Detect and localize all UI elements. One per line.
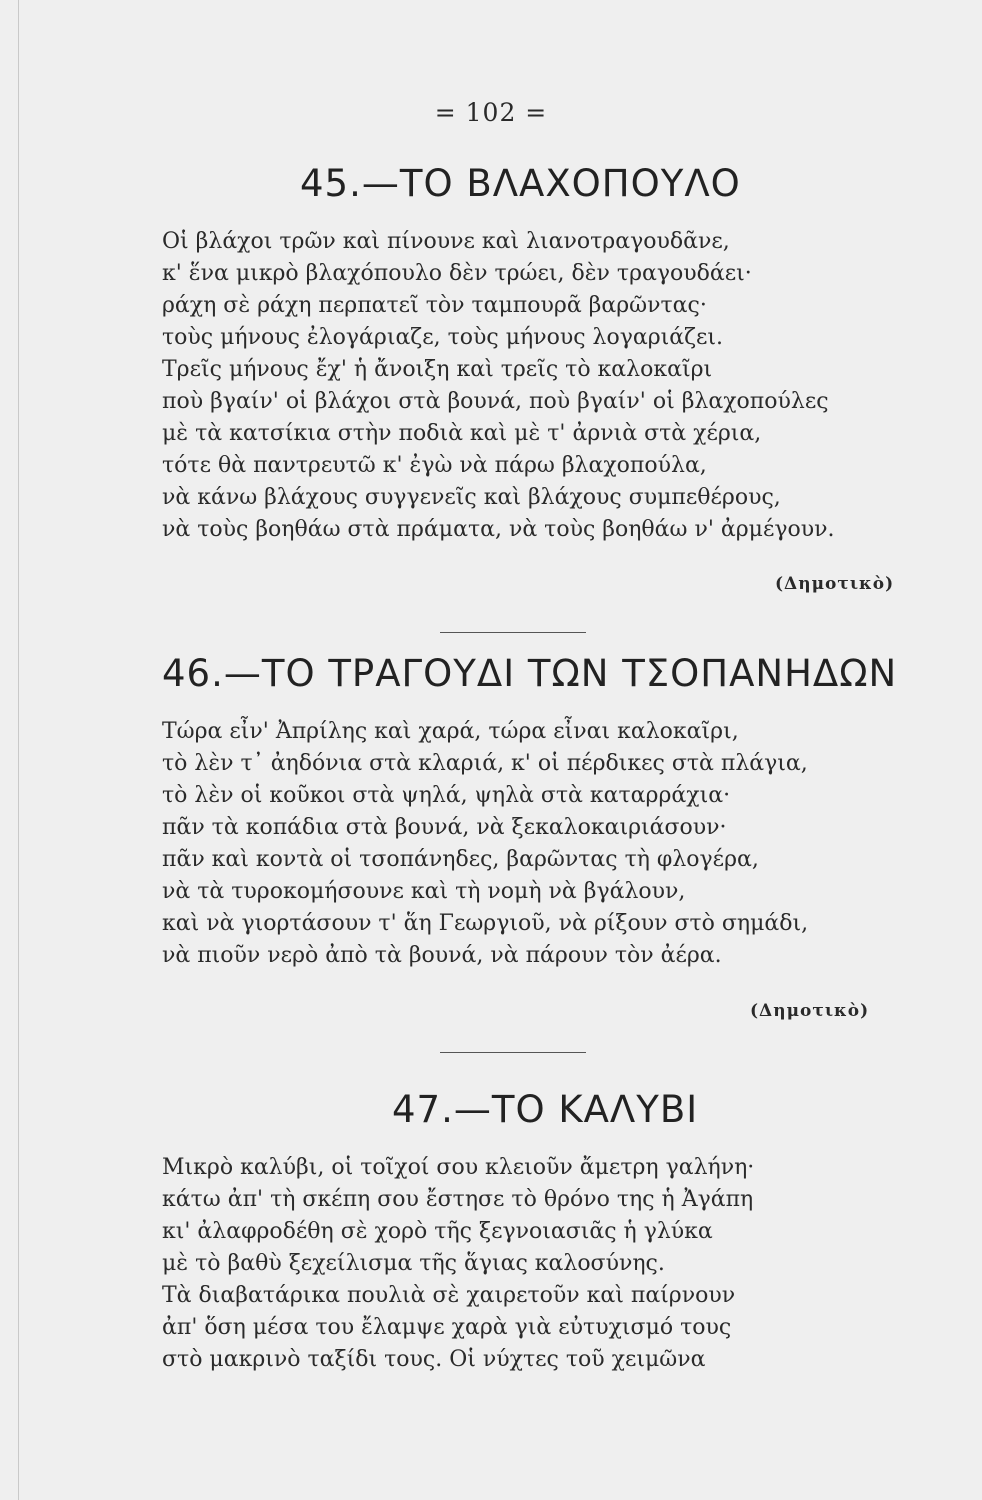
poem-line: πᾶν καὶ κοντὰ οἱ τσοπάνηδες, βαρῶντας τὴ φλογέρα, xyxy=(162,847,759,872)
poem-line: μὲ τὰ κατσίκια στὴν ποδιὰ καὶ μὲ τ' ἀρνιὰ στὰ χέρια, xyxy=(162,421,762,446)
poem-line: κ' ἕνα μικρὸ βλαχόπουλο δὲν τρώει, δὲν τραγουδάει· xyxy=(162,261,752,286)
poem-line: μὲ τὸ βαθὺ ξεχείλισμα τῆς ἅγιας καλοσύνης. xyxy=(162,1251,665,1276)
poem-line: καὶ νὰ γιορτάσουν τ' ἅη Γεωργιοῦ, νὰ ρίξουν στὸ σημάδι, xyxy=(162,911,809,936)
poem-source: (Δημοτικὸ) xyxy=(775,574,895,594)
poem-line: νὰ κάνω βλάχους συγγενεῖς καὶ βλάχους συμπεθέρους, xyxy=(162,485,781,510)
poem-body xyxy=(162,716,808,972)
poem-line: τοὺς μήνους ἐλογάριαζε, τοὺς μήνους λογαριάζει. xyxy=(162,325,724,350)
section-divider xyxy=(440,632,586,633)
poem-line: νὰ τοὺς βοηθάω στὰ πράματα, νὰ τοὺς βοηθάω ν' ἀρμέγουν. xyxy=(162,517,835,542)
poem-line: Τρεῖς μήνους ἔχ' ἡ ἄνοιξη καὶ τρεῖς τὸ καλοκαῖρι xyxy=(162,357,713,382)
poem-body xyxy=(162,226,835,546)
poem-line: τὸ λὲν οἱ κοῦκοι στὰ ψηλά, ψηλὰ στὰ καταρράχια· xyxy=(162,783,731,808)
poem-title: 46.—ΤΟ ΤΡΑΓΟΥΔΙ ΤΩΝ ΤΣΟΠΑΝΗΔΩΝ xyxy=(162,652,898,695)
poem-line: ράχη σὲ ράχη περπατεῖ τὸν ταμπουρᾶ βαρῶντας· xyxy=(162,293,707,318)
poem-line: Τώρα εἶν' Ἀπρίλης καὶ χαρά, τώρα εἶναι καλοκαῖρι, xyxy=(162,719,739,744)
poem-line: Τὰ διαβατάρικα πουλιὰ σὲ χαιρετοῦν καὶ παίρνουν xyxy=(162,1283,736,1308)
section-divider xyxy=(440,1052,586,1053)
page-number: = 102 = xyxy=(434,98,548,127)
poem-line: πᾶν τὰ κοπάδια στὰ βουνά, νὰ ξεκαλοκαιριάσουν· xyxy=(162,815,727,840)
poem-line: νὰ τὰ τυροκομήσουνε καὶ τὴ νομὴ νὰ βγάλουν, xyxy=(162,879,686,904)
poem-line: τὸ λὲν τ᾽ ἀηδόνια στὰ κλαριά, κ' οἱ πέρδικες στὰ πλάγια, xyxy=(162,751,808,776)
poem-body xyxy=(162,1152,754,1376)
poem-line: τότε θὰ παντρευτῶ κ' ἐγὼ νὰ πάρω βλαχοπούλα, xyxy=(162,453,707,478)
poem-line: Οἱ βλάχοι τρῶν καὶ πίνουνε καὶ λιανοτραγουδᾶνε, xyxy=(162,229,730,254)
page-edge-line xyxy=(18,0,19,1500)
poem-line: νὰ πιοῦν νερὸ ἀπὸ τὰ βουνά, νὰ πάρουν τὸν ἀέρα. xyxy=(162,943,722,968)
poem-title: 45.—ΤΟ ΒΛΑΧΟΠΟΥΛΟ xyxy=(300,162,741,205)
poem-line: ἀπ' ὅση μέσα του ἔλαμψε χαρὰ γιὰ εὐτυχισμό τους xyxy=(162,1315,732,1340)
poem-line: Μικρὸ καλύβι, οἱ τοῖχοί σου κλειοῦν ἄμετρη γαλήνη· xyxy=(162,1155,755,1180)
poem-title: 47.—ΤΟ ΚΑΛΥΒΙ xyxy=(392,1088,699,1131)
poem-source: (Δημοτικὸ) xyxy=(750,1001,870,1021)
poem-line: στὸ μακρινὸ ταξίδι τους. Οἱ νύχτες τοῦ χειμῶνα xyxy=(162,1347,706,1372)
poem-line: κάτω ἀπ' τὴ σκέπη σου ἔστησε τὸ θρόνο της ἡ Ἀγάπη xyxy=(162,1187,754,1212)
poem-line: ποὺ βγαίν' οἱ βλάχοι στὰ βουνά, ποὺ βγαίν' οἱ βλαχοπούλες xyxy=(162,389,829,414)
poem-line: κι' ἀλαφροδέθη σὲ χορὸ τῆς ξεγνοιασιᾶς ἡ γλύκα xyxy=(162,1219,713,1244)
